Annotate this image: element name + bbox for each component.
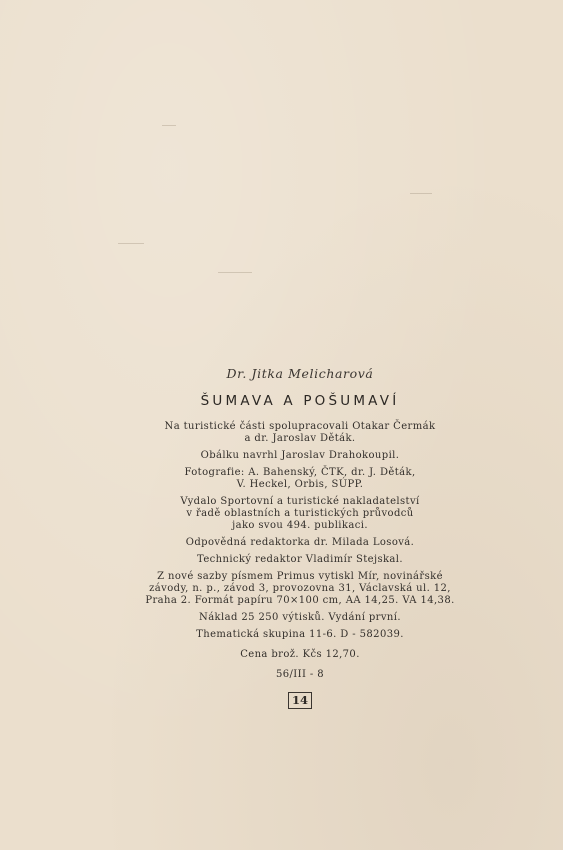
editor-credit <box>100 537 500 549</box>
text-line: Náklad 25 250 výtisků. Vydání první. <box>199 612 401 623</box>
print-run <box>100 612 500 624</box>
text-line: závody, n. p., závod 3, provozovna 31, Václavská ul. 12, <box>149 583 451 594</box>
text-line: a dr. Jaroslav Děták. <box>244 433 356 444</box>
paper-speck <box>218 272 252 273</box>
collaborators-note <box>100 421 500 445</box>
page-number: 14 <box>288 692 312 709</box>
paper-speck <box>410 193 432 194</box>
paper-speck <box>118 243 144 244</box>
thematic-group <box>100 629 500 641</box>
text-line: Vydalo Sportovní a turistické nakladatelství <box>180 496 420 507</box>
text-line: V. Heckel, Orbis, SÚPP. <box>236 479 364 490</box>
price: Cena brož. Kčs 12,70. <box>240 649 360 660</box>
text-line: Odpovědná redaktorka dr. Milada Losová. <box>185 537 415 548</box>
paper-speck <box>162 125 176 126</box>
text-line: Fotografie: A. Bahenský, ČTK, dr. J. Děták, <box>184 467 416 478</box>
text-line: Z nové sazby písmem Primus vytiskl Mír, novinářské <box>157 571 443 582</box>
page-number-box <box>100 689 500 709</box>
catalog-code: 56/III - 8 <box>275 669 325 680</box>
text-line: Technický redaktor Vladimír Stejskal. <box>197 554 403 565</box>
imprint-block <box>100 366 500 709</box>
text-line: Obálku navrhl Jaroslav Drahokoupil. <box>200 450 400 461</box>
text-line: Thematická skupina 11-6. D - 582039. <box>196 629 404 640</box>
text-line: Praha 2. Formát papíru 70×100 cm, AA 14,25. VA 14,38. <box>145 595 455 606</box>
publisher-note <box>100 496 500 532</box>
author-name: Dr. Jitka Melicharová <box>226 366 374 381</box>
book-title: ŠUMAVA A POŠUMAVÍ <box>200 393 400 409</box>
photo-credits <box>100 467 500 491</box>
printing-details <box>100 571 500 607</box>
text-line: v řadě oblastních a turistických průvodců <box>186 508 414 519</box>
text-line: Na turistické části spolupracovali Otakar Čermák <box>164 421 436 432</box>
text-line: jako svou 494. publikaci. <box>232 520 368 531</box>
technical-editor-credit <box>100 554 500 566</box>
cover-credit <box>100 450 500 462</box>
